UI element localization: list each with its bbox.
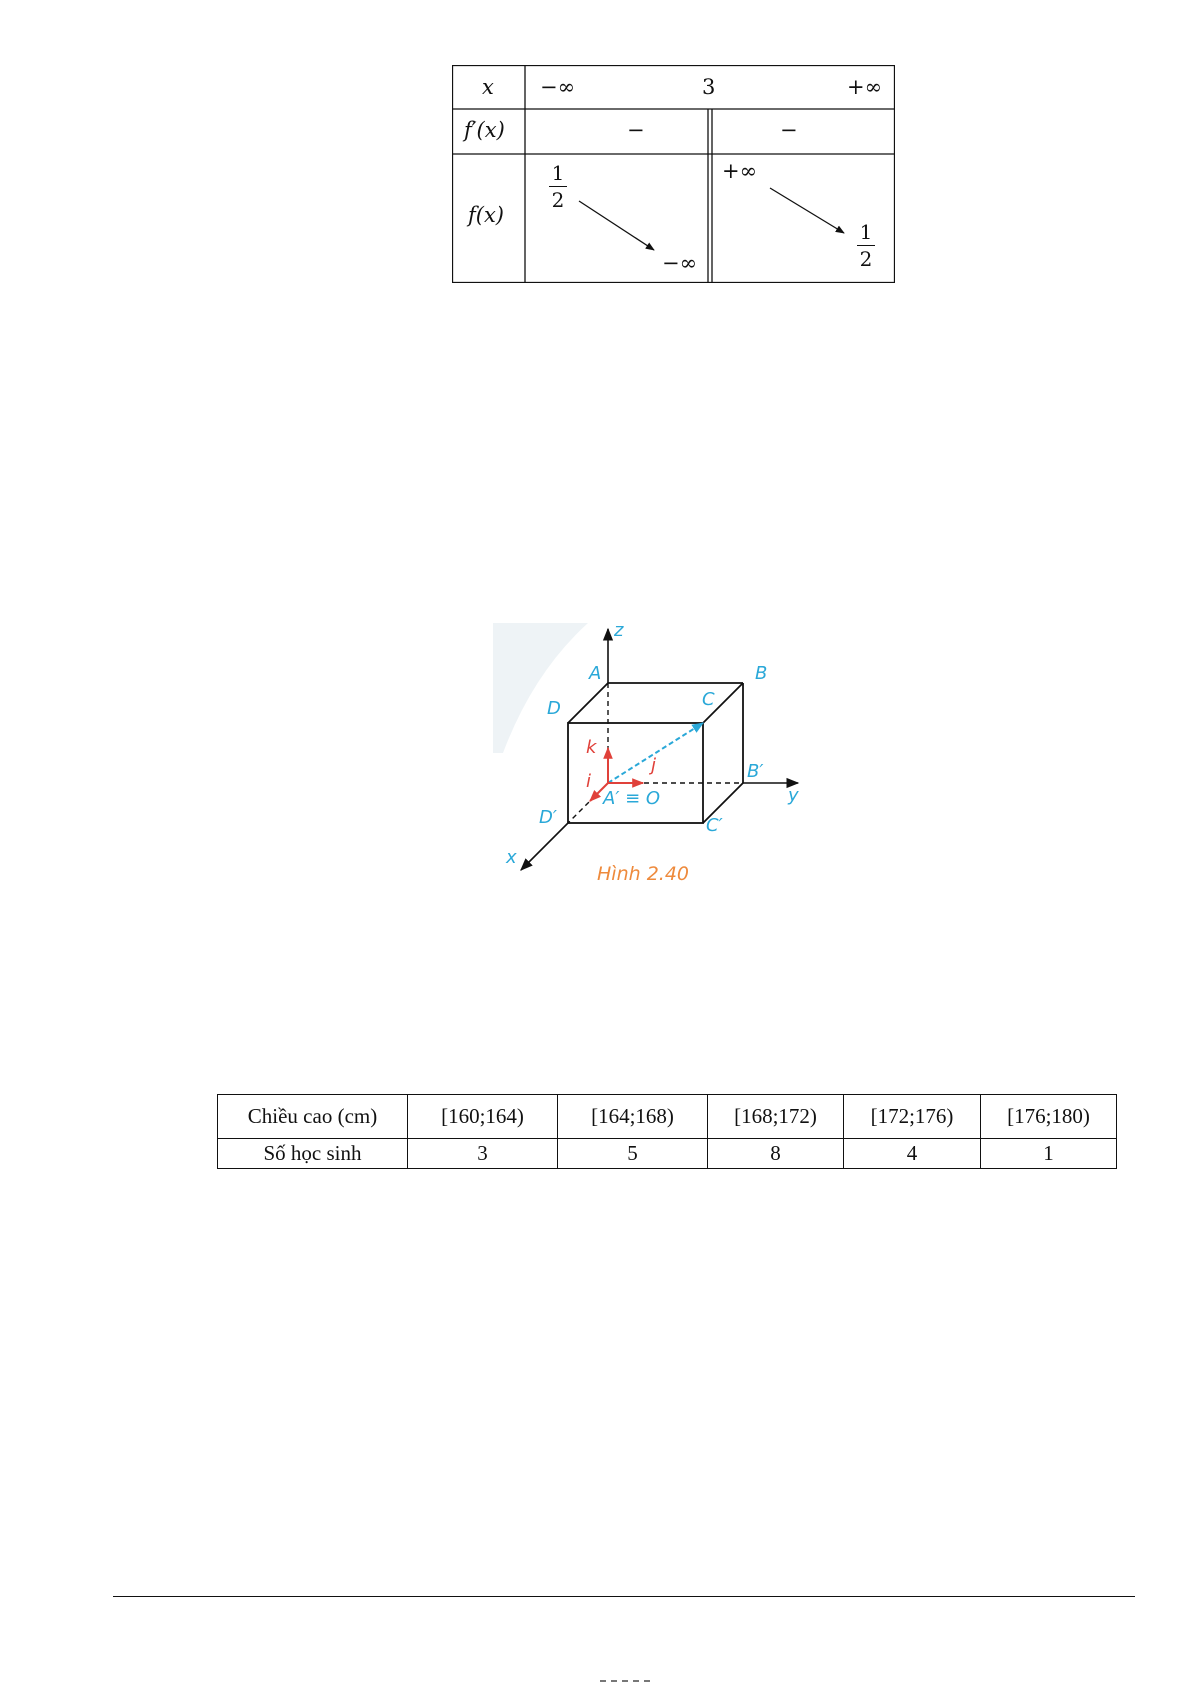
- axis-z-label: z: [614, 620, 624, 641]
- x-pos-infinity: +∞: [847, 75, 883, 99]
- figure-caption: Hình 2.40: [597, 863, 689, 885]
- vertex-d-prime-label: D′: [539, 807, 557, 828]
- vector-k-text: k: [586, 737, 597, 758]
- table-row: [218, 1139, 1117, 1169]
- vertex-c-label: C: [702, 689, 715, 710]
- fraction-denominator: 2: [551, 188, 565, 212]
- interval-cell: [168;172): [708, 1095, 844, 1139]
- fraction-numerator: 1: [551, 161, 565, 185]
- fprime-sign-left: −: [627, 118, 645, 142]
- right-start-value: +∞: [722, 159, 758, 183]
- vector-k-label: [586, 737, 596, 758]
- right-end-fraction: [857, 221, 875, 270]
- left-end-value: −∞: [662, 251, 698, 275]
- vertex-c-prime-label: C′: [706, 815, 723, 836]
- axis-y-label: y: [788, 785, 799, 806]
- count-cell: 4: [844, 1139, 981, 1169]
- x-label: x: [482, 75, 494, 99]
- x-neg-infinity: −∞: [540, 75, 576, 99]
- height-frequency-table: [217, 1094, 1117, 1169]
- interval-cell: [176;180): [981, 1095, 1117, 1139]
- fraction-numerator: 1: [859, 220, 873, 244]
- interval-cell: [160;164): [408, 1095, 558, 1139]
- vector-j-label: j: [651, 755, 657, 776]
- variation-table: [452, 65, 895, 283]
- footer-divider: [113, 1596, 1135, 1597]
- vertex-b-label: B: [755, 663, 768, 684]
- fprime-label: f′(x): [464, 118, 505, 142]
- left-start-fraction: [549, 162, 567, 211]
- origin-label: A′ ≡ O: [603, 788, 661, 809]
- figure-2-40: [493, 620, 813, 893]
- vertex-a-label: A: [589, 663, 602, 684]
- x-critical: 3: [702, 75, 716, 99]
- vertex-b-prime-label: B′: [747, 761, 764, 782]
- count-cell: 8: [708, 1139, 844, 1169]
- table-row: [218, 1095, 1117, 1139]
- fraction-denominator: 2: [859, 247, 873, 271]
- axis-x-label: x: [506, 847, 517, 868]
- vertex-d-label: D: [547, 698, 561, 719]
- vector-i-label: i: [586, 771, 592, 792]
- count-cell: 3: [408, 1139, 558, 1169]
- fprime-sign-right: −: [780, 118, 798, 142]
- interval-cell: [164;168): [558, 1095, 708, 1139]
- f-label: f(x): [468, 203, 505, 227]
- row-header-students: Số học sinh: [218, 1139, 408, 1169]
- count-cell: 1: [981, 1139, 1117, 1169]
- decreasing-arrow-left: [579, 201, 654, 250]
- row-header-height: Chiều cao (cm): [218, 1095, 408, 1139]
- count-cell: 5: [558, 1139, 708, 1169]
- interval-cell: [172;176): [844, 1095, 981, 1139]
- decreasing-arrow-right: [770, 188, 844, 233]
- page-bottom-marks: [600, 1680, 650, 1684]
